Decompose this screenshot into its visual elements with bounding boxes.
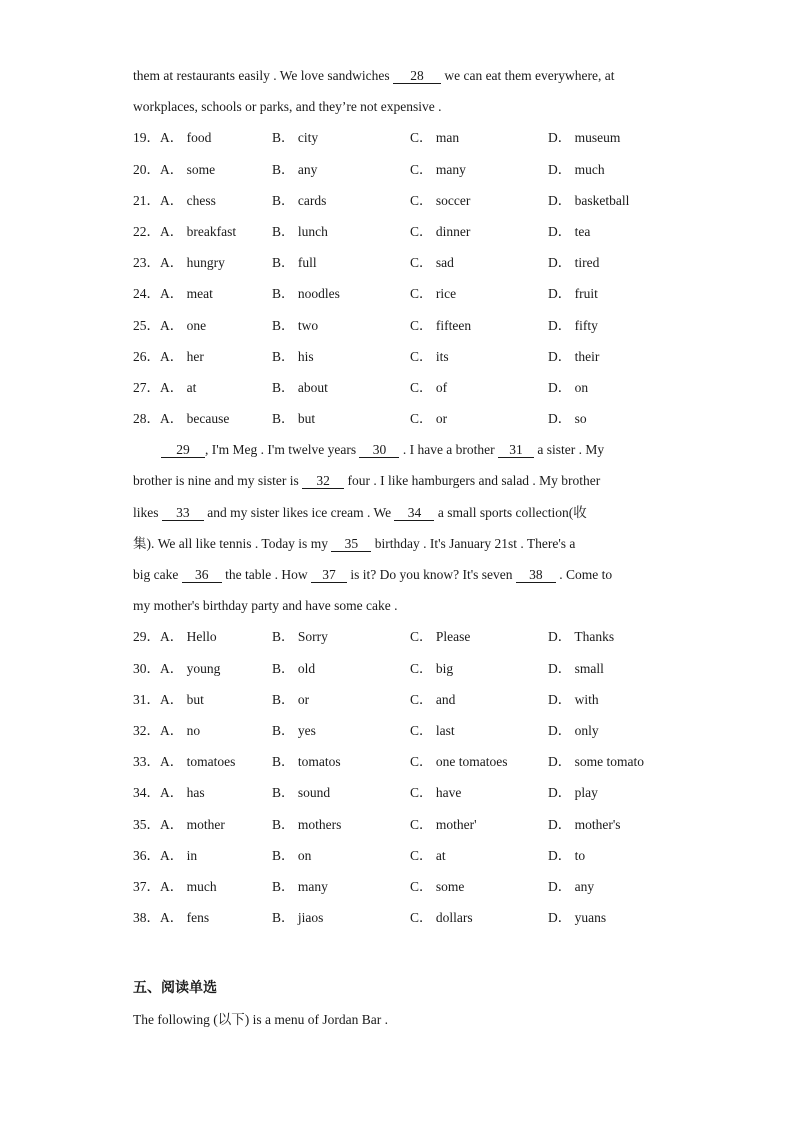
passage-text: we can eat them everywhere, at (440, 68, 615, 83)
option-c: C． many (410, 161, 466, 177)
question-row (133, 902, 673, 933)
question-number: 22． (133, 223, 160, 239)
passage-line (133, 91, 673, 122)
passage-text: four . I like hamburgers and salad . My brother (344, 473, 601, 489)
question-row (133, 746, 673, 777)
question-row (133, 372, 673, 403)
passage-line (133, 60, 673, 91)
section-heading: 五、阅读单选 (133, 980, 217, 997)
question-number: 38． (133, 910, 160, 926)
option-b: B． yes (272, 722, 316, 738)
passage-text: big cake (133, 567, 182, 582)
passage-text: them at restaurants easily . We love sandwiches (133, 68, 393, 83)
option-a: A． because (160, 411, 230, 427)
option-a: A． young (160, 660, 221, 676)
option-c: C． and (410, 691, 456, 707)
option-b: B． but (272, 411, 316, 427)
option-a: A． meat (160, 286, 213, 302)
blank-36: 36 (182, 568, 222, 583)
option-b: B． on (272, 847, 312, 863)
question-number: 37． (133, 878, 160, 894)
question-row (133, 247, 673, 278)
option-a: A． has (160, 785, 205, 801)
passage-text: , I'm Meg . I'm twelve years (205, 442, 360, 458)
option-a: A． at (160, 379, 197, 395)
option-a: A． one (160, 317, 207, 333)
option-d: D． fruit (548, 286, 598, 302)
option-a: A． food (160, 130, 212, 146)
blank-38: 38 (516, 568, 556, 583)
question-number: 23． (133, 255, 160, 271)
option-a: A． but (160, 691, 204, 707)
option-b: B． tomatos (272, 754, 341, 770)
question-row (133, 715, 673, 746)
option-d: D． basketball (548, 192, 630, 208)
option-d: D． fifty (548, 317, 598, 333)
question-row (133, 840, 673, 871)
question-number: 31． (133, 691, 160, 707)
option-a: A． tomatoes (160, 754, 236, 770)
question-number: 27． (133, 379, 160, 395)
option-a: A． much (160, 878, 217, 894)
option-d: D． only (548, 722, 599, 738)
question-number: 24． (133, 286, 160, 302)
blank-30: 30 (359, 443, 399, 458)
option-c: C． or (410, 411, 448, 427)
option-a: A． mother (160, 816, 225, 832)
option-c: C． Please (410, 629, 471, 645)
option-b: B． two (272, 317, 319, 333)
option-b: B． noodles (272, 286, 340, 302)
passage-line (133, 497, 673, 528)
question-number: 26． (133, 348, 160, 364)
option-a: A． hungry (160, 255, 225, 271)
passage-text: . I have a brother (399, 442, 499, 458)
option-b: B． about (272, 379, 328, 395)
option-b: B． sound (272, 785, 331, 801)
question-number: 33． (133, 754, 160, 770)
question-number: 29． (133, 629, 160, 645)
option-b: B． or (272, 691, 310, 707)
option-a: A． breakfast (160, 223, 237, 239)
question-list-29-38 (133, 621, 673, 933)
option-b: B． any (272, 161, 318, 177)
option-c: C． dinner (410, 223, 471, 239)
passage-text: likes (133, 504, 162, 520)
option-c: C． some (410, 878, 465, 894)
blank-35: 35 (331, 537, 371, 552)
option-c: C． rice (410, 286, 457, 302)
passage-text: brother is nine and my sister is (133, 473, 303, 489)
question-row (133, 777, 673, 808)
option-a: A． some (160, 161, 216, 177)
question-number: 36． (133, 847, 160, 863)
option-d: D． mother's (548, 816, 621, 832)
question-row (133, 871, 673, 902)
question-row (133, 684, 673, 715)
question-row (133, 621, 673, 652)
passage-line (133, 434, 673, 465)
document-page (133, 60, 673, 1036)
option-d: D． play (548, 785, 598, 801)
option-d: D． their (548, 348, 600, 364)
option-d: D． small (548, 660, 604, 676)
option-d: D． tea (548, 223, 591, 239)
question-row (133, 122, 673, 153)
option-d: D． yuans (548, 910, 607, 926)
option-c: C． have (410, 785, 462, 801)
passage-line (133, 559, 673, 590)
passage-text: workplaces, schools or parks, and they’re not expensive . (133, 99, 442, 115)
question-number: 34． (133, 785, 160, 801)
question-row (133, 185, 673, 216)
option-c: C． big (410, 660, 454, 676)
option-a: A． Hello (160, 629, 217, 645)
option-b: B． full (272, 255, 317, 271)
passage-line (133, 465, 673, 496)
passage-text: . Come to (555, 567, 613, 582)
blank-33: 33 (162, 506, 204, 521)
passage-text: and my sister likes ice cream . We (203, 504, 395, 520)
option-a: A． chess (160, 192, 216, 208)
question-list-19-28 (133, 122, 673, 434)
option-d: D． so (548, 411, 587, 427)
option-b: B． his (272, 348, 314, 364)
option-c: C． man (410, 130, 460, 146)
passage-text: my mother's birthday party and have some cake . (133, 598, 398, 614)
option-c: C． one tomatoes (410, 754, 508, 770)
option-d: D． to (548, 847, 586, 863)
option-d: D． with (548, 691, 599, 707)
question-number: 19． (133, 130, 160, 146)
option-c: C． mother' (410, 816, 477, 832)
option-b: B． lunch (272, 223, 328, 239)
option-d: D． much (548, 161, 605, 177)
option-c: C． fifteen (410, 317, 472, 333)
option-d: D． on (548, 379, 589, 395)
question-row (133, 154, 673, 185)
spacer (133, 933, 673, 973)
question-row (133, 310, 673, 341)
question-number: 25． (133, 317, 160, 333)
option-c: C． dollars (410, 910, 473, 926)
option-b: B． Sorry (272, 629, 328, 645)
question-row (133, 403, 673, 434)
option-a: A． no (160, 722, 201, 738)
blank-31: 31 (498, 443, 534, 458)
option-c: C． sad (410, 255, 454, 271)
option-c: C． last (410, 722, 455, 738)
option-c: C． of (410, 379, 448, 395)
passage-text: the table . How (221, 567, 311, 582)
option-a: A． fens (160, 910, 210, 926)
question-row (133, 278, 673, 309)
passage-line (133, 590, 673, 621)
passage-text: birthday . It's January 21st . There's a (371, 535, 576, 551)
question-number: 20． (133, 161, 160, 177)
option-d: D． museum (548, 130, 621, 146)
option-c: C． at (410, 847, 446, 863)
question-row (133, 809, 673, 840)
question-number: 35． (133, 816, 160, 832)
passage-line (133, 528, 673, 559)
blank-29: 29 (161, 443, 205, 458)
option-d: D． some tomato (548, 754, 644, 770)
option-c: C． its (410, 348, 449, 364)
question-row (133, 341, 673, 372)
question-number: 21． (133, 192, 160, 208)
option-d: D． Thanks (548, 629, 615, 645)
option-d: D． any (548, 878, 595, 894)
option-b: B． jiaos (272, 910, 324, 926)
option-a: A． in (160, 847, 198, 863)
blank-28: 28 (393, 69, 441, 84)
option-b: B． many (272, 878, 328, 894)
passage-text: a sister . My (534, 442, 605, 458)
option-b: B． city (272, 130, 319, 146)
option-b: B． mothers (272, 816, 342, 832)
option-a: A． her (160, 348, 204, 364)
passage-text: 集). We all like tennis . Today is my (133, 535, 332, 551)
blank-32: 32 (302, 474, 344, 489)
question-row (133, 653, 673, 684)
section-intro: The following (以下) is a menu of Jordan Bar . (133, 1012, 388, 1028)
passage-text: is it? Do you know? It's seven (346, 567, 516, 582)
option-b: B． cards (272, 192, 327, 208)
question-number: 28． (133, 411, 160, 427)
question-row (133, 216, 673, 247)
option-d: D． tired (548, 255, 600, 271)
question-number: 30． (133, 660, 160, 676)
passage-text: a small sports collection(收 (434, 504, 587, 520)
blank-37: 37 (311, 568, 347, 583)
blank-34: 34 (394, 506, 434, 521)
option-c: C． soccer (410, 192, 471, 208)
question-number: 32． (133, 722, 160, 738)
option-b: B． old (272, 660, 316, 676)
